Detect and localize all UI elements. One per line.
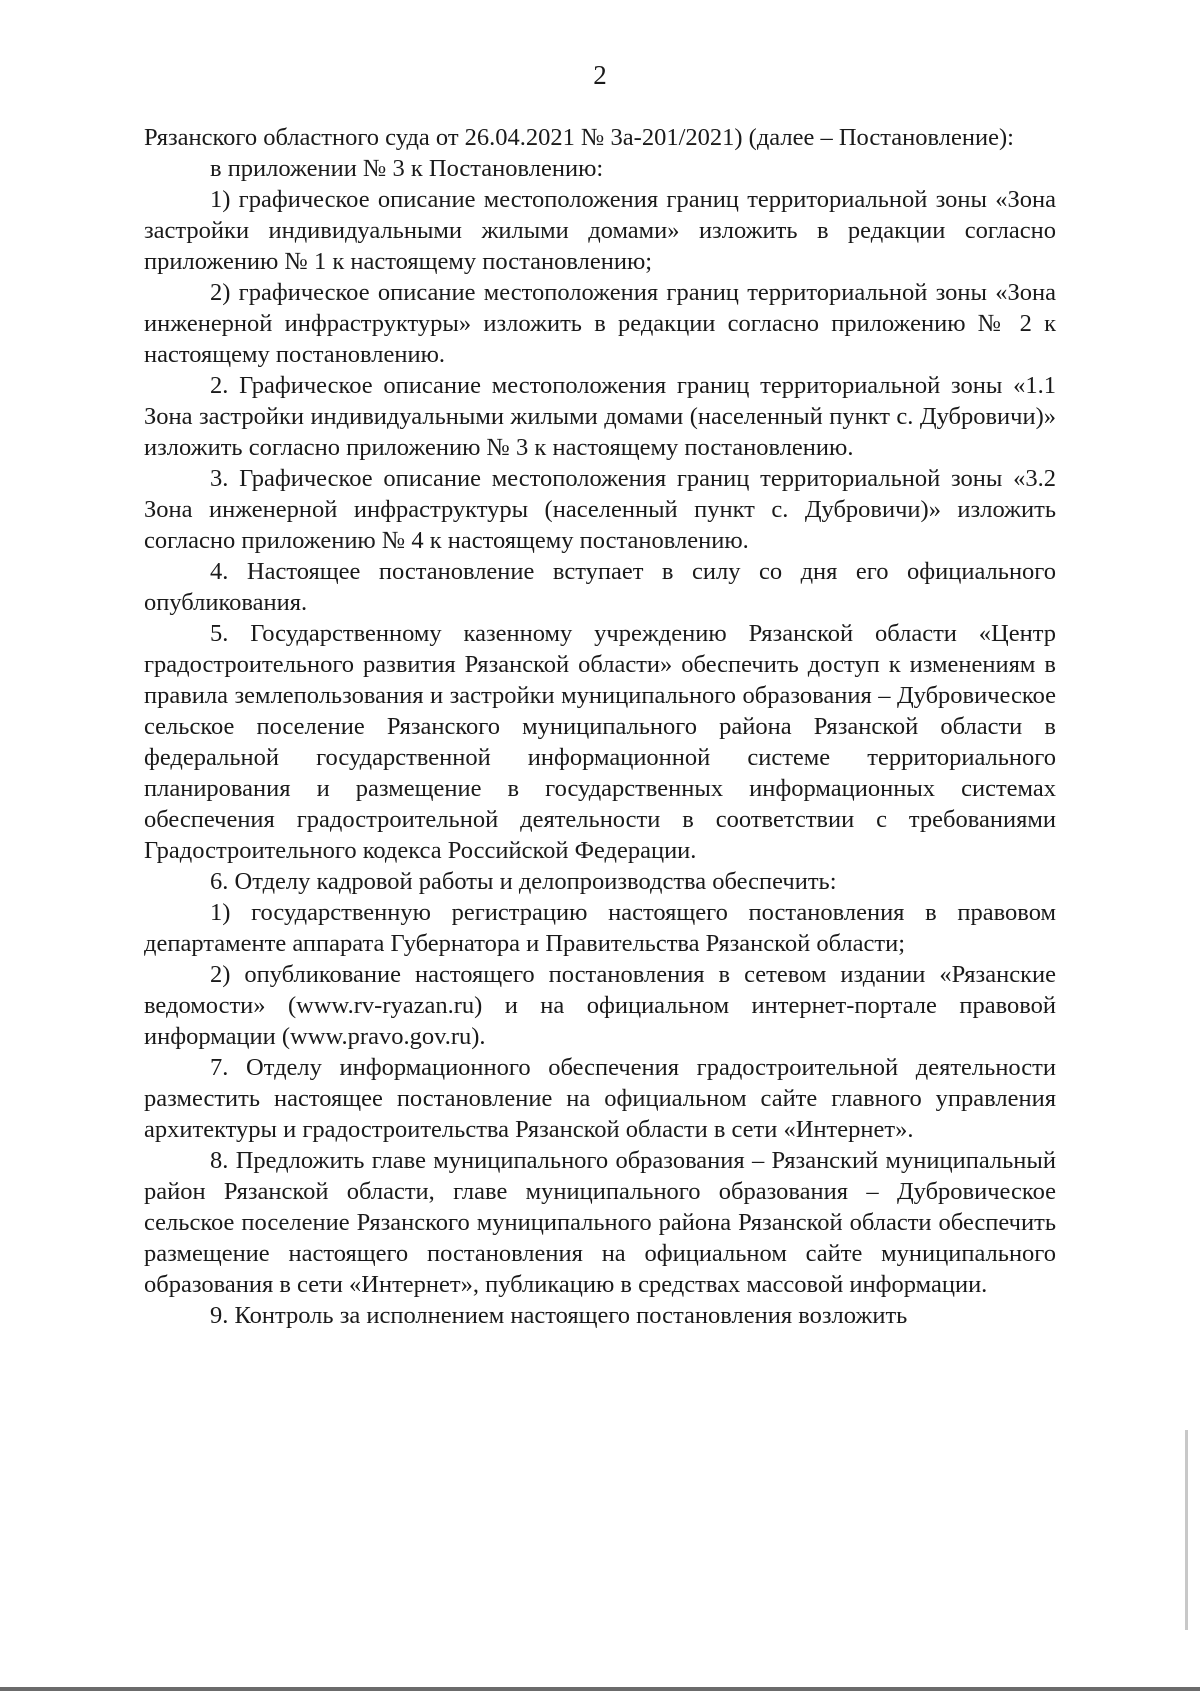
paragraph-continuation: Рязанского областного суда от 26.04.2021 № 3а-201/2021) (далее – Постановление):: [144, 124, 1014, 151]
paragraph-item-8: 8. Предложить главе муниципального образования – Рязанский муниципальный район Рязанской области, главе муниципального образования – Дубровическое сельское поселение Рязанского муниципального района Рязанской области обеспечить размещение настоящего постановления на официальном сайте муниципального образования в сети «Интернет», публикацию в средствах массовой информации.: [144, 1147, 1056, 1298]
paragraph-item-9: 9. Контроль за исполнением настоящего постановления возложить: [210, 1302, 908, 1329]
paragraph-item-2: 2. Графическое описание местоположения границ территориальной зоны «1.1 Зона застройки индивидуальными жилыми домами (населенный пункт с. Дубровичи)» изложить согласно приложению № 3 к настоящему постановлению.: [144, 372, 1056, 461]
paragraph-appendix-3: в приложении № 3 к Постановлению:: [210, 155, 604, 182]
paragraph-item-3: 3. Графическое описание местоположения границ территориальной зоны «3.2 Зона инженерной инфраструктуры (населенный пункт с. Дубровичи)» изложить согласно приложению № 4 к настоящему постановлению.: [144, 465, 1056, 554]
scan-edge-shadow: [1185, 1430, 1188, 1630]
paragraph-item-5: 5. Государственному казенному учреждению Рязанской области «Центр градостроительного развития Рязанской области» обеспечить доступ к изменениям в правила землепользования и застройки муниципального образования – Дубровическое сельское поселение Рязанского муниципального района Рязанской области в федеральной государственной информационной системе территориального планирования и размещение в государственных информационных системах обеспечения градостроительной деятельности в соответствии с требованиями Градостроительного кодекса Российской Федерации.: [144, 620, 1056, 864]
page-number: 2: [593, 60, 607, 90]
paragraph-item-7: 7. Отделу информационного обеспечения градостроительной деятельности разместить настоящее постановление на официальном сайте главного управления архитектуры и градостроительства Рязанской области в сети «Интернет».: [144, 1054, 1056, 1143]
scan-bottom-edge: [0, 1687, 1200, 1691]
paragraph-subitem-1: 1) графическое описание местоположения границ территориальной зоны «Зона застройки индивидуальными жилыми домами» изложить в редакции согласно приложению № 1 к настоящему постановлению;: [144, 186, 1056, 275]
paragraph-item-6-subitem-2: 2) опубликование настоящего постановления в сетевом издании «Рязанские ведомости» (www.rv-ryazan.ru) и на официальном интернет-портале правовой информации (www.pravo.gov.ru).: [144, 961, 1056, 1050]
paragraph-subitem-2: 2) графическое описание местоположения границ территориальной зоны «Зона инженерной инфраструктуры» изложить в редакции согласно приложению № 2 к настоящему постановлению.: [144, 279, 1056, 368]
paragraph-item-6: 6. Отделу кадровой работы и делопроизводства обеспечить:: [210, 868, 837, 895]
paragraph-item-4: 4. Настоящее постановление вступает в силу со дня его официального опубликования.: [144, 558, 1056, 616]
paragraph-item-6-subitem-1: 1) государственную регистрацию настоящего постановления в правовом департаменте аппарата Губернатора и Правительства Рязанской области;: [144, 899, 1056, 957]
document-body: [144, 122, 1056, 1331]
